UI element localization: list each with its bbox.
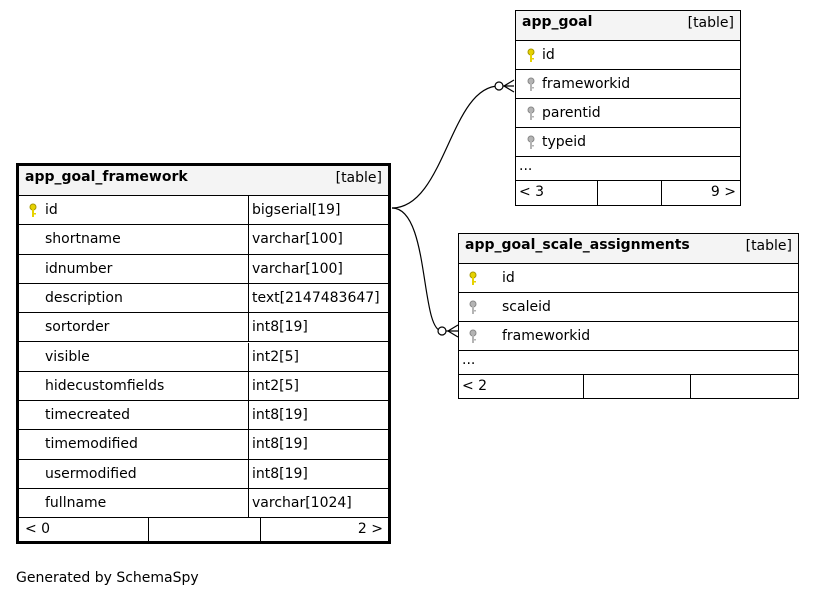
column-row[interactable] <box>516 41 740 70</box>
footer-divider <box>583 375 584 398</box>
optional-marker-scale-assignments <box>438 327 446 335</box>
column-row[interactable] <box>19 489 388 518</box>
column-type: varchar[1024] <box>252 495 352 511</box>
generator-credit: Generated by SchemaSpy <box>16 570 199 586</box>
column-row[interactable] <box>19 225 388 254</box>
column-type: int2[5] <box>252 377 299 394</box>
column-row[interactable] <box>19 343 388 372</box>
table-name: app_goal_scale_assignments <box>465 237 690 253</box>
column-row[interactable] <box>459 293 798 322</box>
column-row[interactable] <box>516 99 740 128</box>
column-divider <box>248 284 249 312</box>
column-divider <box>248 196 249 224</box>
footer-divider <box>661 181 662 205</box>
table-name: app_goal_framework <box>25 169 188 185</box>
table-footer <box>459 375 798 398</box>
primary-key-icon <box>526 48 536 64</box>
column-type: varchar[100] <box>252 231 343 248</box>
table-app-goal-scale-assignments[interactable] <box>458 233 799 399</box>
column-name: scaleid <box>502 299 551 315</box>
column-type: int8[19] <box>252 319 308 336</box>
table-header[interactable] <box>19 166 388 196</box>
column-name: id <box>502 270 515 286</box>
table-kind: [table] <box>745 238 792 254</box>
table-app-goal[interactable] <box>515 10 741 206</box>
column-divider <box>248 430 249 458</box>
column-name: typeid <box>542 134 587 150</box>
column-row[interactable] <box>19 460 388 489</box>
column-divider <box>248 460 249 488</box>
column-name: visible <box>45 348 90 365</box>
column-row[interactable] <box>459 264 798 293</box>
connector-framework-to-app-goal <box>392 86 514 208</box>
table-app-goal-framework[interactable] <box>16 163 391 544</box>
column-divider <box>248 255 249 283</box>
table-footer <box>516 181 740 205</box>
children-count: 9 > <box>710 184 736 200</box>
column-type: varchar[100] <box>252 260 343 277</box>
column-name: frameworkid <box>502 328 591 344</box>
more-columns-row[interactable] <box>459 351 798 375</box>
column-name: id <box>542 47 555 63</box>
footer-divider <box>260 518 261 542</box>
column-divider <box>248 401 249 429</box>
parents-count: < 2 <box>462 378 488 394</box>
column-divider <box>248 225 249 253</box>
column-name: sortorder <box>45 319 110 336</box>
column-row[interactable] <box>19 430 388 459</box>
foreign-key-icon <box>526 77 536 93</box>
column-name: parentid <box>542 105 601 121</box>
table-kind: [table] <box>687 15 734 31</box>
footer-divider <box>690 375 691 398</box>
foreign-key-icon <box>468 329 478 345</box>
table-name: app_goal <box>522 14 593 30</box>
column-divider <box>248 372 249 400</box>
column-name: idnumber <box>45 260 113 277</box>
foreign-key-icon <box>468 300 478 316</box>
column-name: shortname <box>45 231 121 248</box>
column-row[interactable] <box>516 128 740 157</box>
table-kind: [table] <box>335 170 382 186</box>
column-name: frameworkid <box>542 76 631 92</box>
table-footer <box>19 518 388 542</box>
footer-divider <box>148 518 149 542</box>
column-name: timecreated <box>45 407 130 424</box>
parents-count: < 0 <box>25 521 51 537</box>
column-name: id <box>45 202 58 218</box>
column-row[interactable] <box>19 255 388 284</box>
primary-key-icon <box>468 271 478 287</box>
optional-marker-app-goal <box>495 82 503 90</box>
column-type: text[2147483647] <box>252 289 380 306</box>
column-type: int8[19] <box>252 436 308 453</box>
column-row[interactable] <box>19 313 388 342</box>
foreign-key-icon <box>526 106 536 122</box>
more-columns-ellipsis: ... <box>462 352 476 368</box>
column-type: int8[19] <box>252 465 308 482</box>
foreign-key-icon <box>526 135 536 151</box>
more-columns-row[interactable] <box>516 157 740 181</box>
table-header[interactable] <box>459 234 798 264</box>
connector-framework-to-scale-assignments <box>392 208 458 331</box>
column-row[interactable] <box>19 284 388 313</box>
column-row[interactable] <box>516 70 740 99</box>
column-row[interactable] <box>19 401 388 430</box>
column-type: bigserial[19] <box>252 202 341 218</box>
column-divider <box>248 489 249 517</box>
children-count: 2 > <box>357 521 383 537</box>
column-row[interactable] <box>19 196 388 225</box>
column-row[interactable] <box>459 322 798 351</box>
column-type: int2[5] <box>252 348 299 365</box>
table-header[interactable] <box>516 11 740 41</box>
column-name: hidecustomfields <box>45 377 165 394</box>
column-name: timemodified <box>45 436 138 453</box>
footer-divider <box>597 181 598 205</box>
column-name: description <box>45 289 123 306</box>
column-row[interactable] <box>19 372 388 401</box>
column-name: fullname <box>45 495 107 511</box>
parents-count: < 3 <box>519 184 545 200</box>
column-name: usermodified <box>45 465 137 482</box>
more-columns-ellipsis: ... <box>519 158 533 174</box>
column-divider <box>248 343 249 371</box>
primary-key-icon <box>28 203 38 219</box>
column-divider <box>248 313 249 341</box>
column-type: int8[19] <box>252 407 308 424</box>
